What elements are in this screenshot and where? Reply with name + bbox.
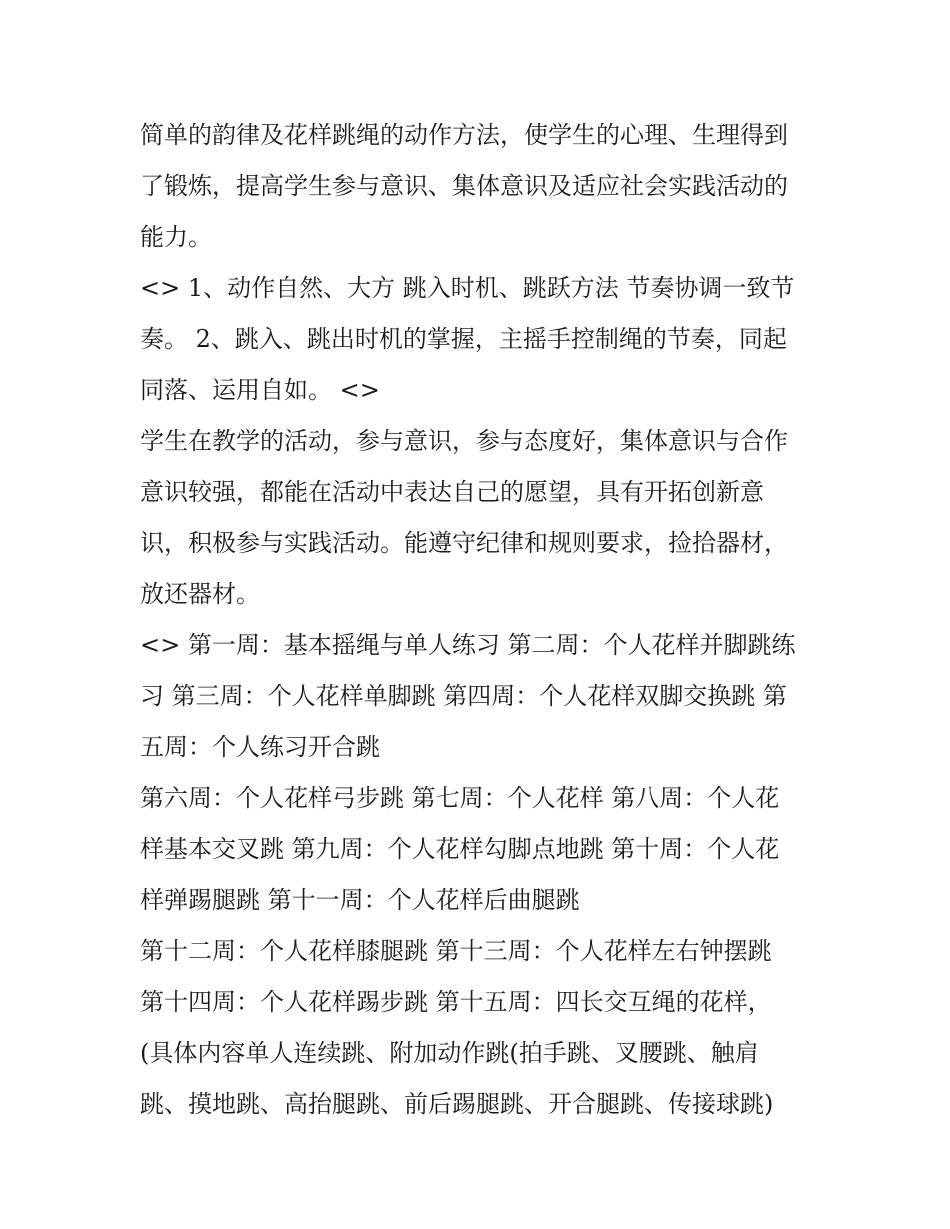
text-line: 了锻炼，提高学生参与意识、集体意识及适应社会实践活动的: [140, 172, 788, 200]
text-line: 五周：个人练习开合跳: [140, 733, 380, 761]
text-line: 放还器材。: [140, 580, 260, 608]
text-line: 跳、摸地跳、高抬腿跳、前后踢腿跳、开合腿跳、传接球跳): [140, 1090, 774, 1118]
text-line: 样基本交叉跳 第九周：个人花样勾脚点地跳 第十周：个人花: [140, 835, 780, 863]
text-line: 第十四周：个人花样踢步跳 第十五周：四长交互绳的花样，: [140, 988, 772, 1016]
text-line: 意识较强，都能在活动中表达自己的愿望，具有开拓创新意: [140, 478, 764, 506]
text-line: 奏。 2、跳入、跳出时机的掌握，主摇手控制绳的节奏，同起: [140, 325, 787, 353]
text-line: <> 1、动作自然、大方 跳入时机、跳跃方法 节奏协调一致节: [140, 274, 795, 302]
document-body: [140, 110, 820, 1130]
text-line: 习 第三周：个人花样单脚跳 第四周：个人花样双脚交换跳 第: [140, 682, 787, 710]
text-line: 第六周：个人花样弓步跳 第七周：个人花样 第八周：个人花: [140, 784, 780, 812]
text-line: 识，积极参与实践活动。能遵守纪律和规则要求，捡拾器材，: [140, 529, 788, 557]
text-line: (具体内容单人连续跳、附加动作跳(拍手跳、叉腰跳、触肩: [140, 1039, 759, 1067]
text-line: 能力。: [140, 223, 212, 251]
text-line: 学生在教学的活动，参与意识，参与态度好，集体意识与合作: [140, 427, 788, 455]
text-line: 第十二周：个人花样膝腿跳 第十三周：个人花样左右钟摆跳: [140, 937, 772, 965]
text-line: 样弹踢腿跳 第十一周：个人花样后曲腿跳: [140, 886, 580, 914]
text-line: <> 第一周：基本摇绳与单人练习 第二周：个人花样并脚跳练: [140, 631, 796, 659]
text-line: 同落、运用自如。 <>: [140, 376, 380, 404]
text-line: 简单的韵律及花样跳绳的动作方法，使学生的心理、生理得到: [140, 121, 788, 149]
